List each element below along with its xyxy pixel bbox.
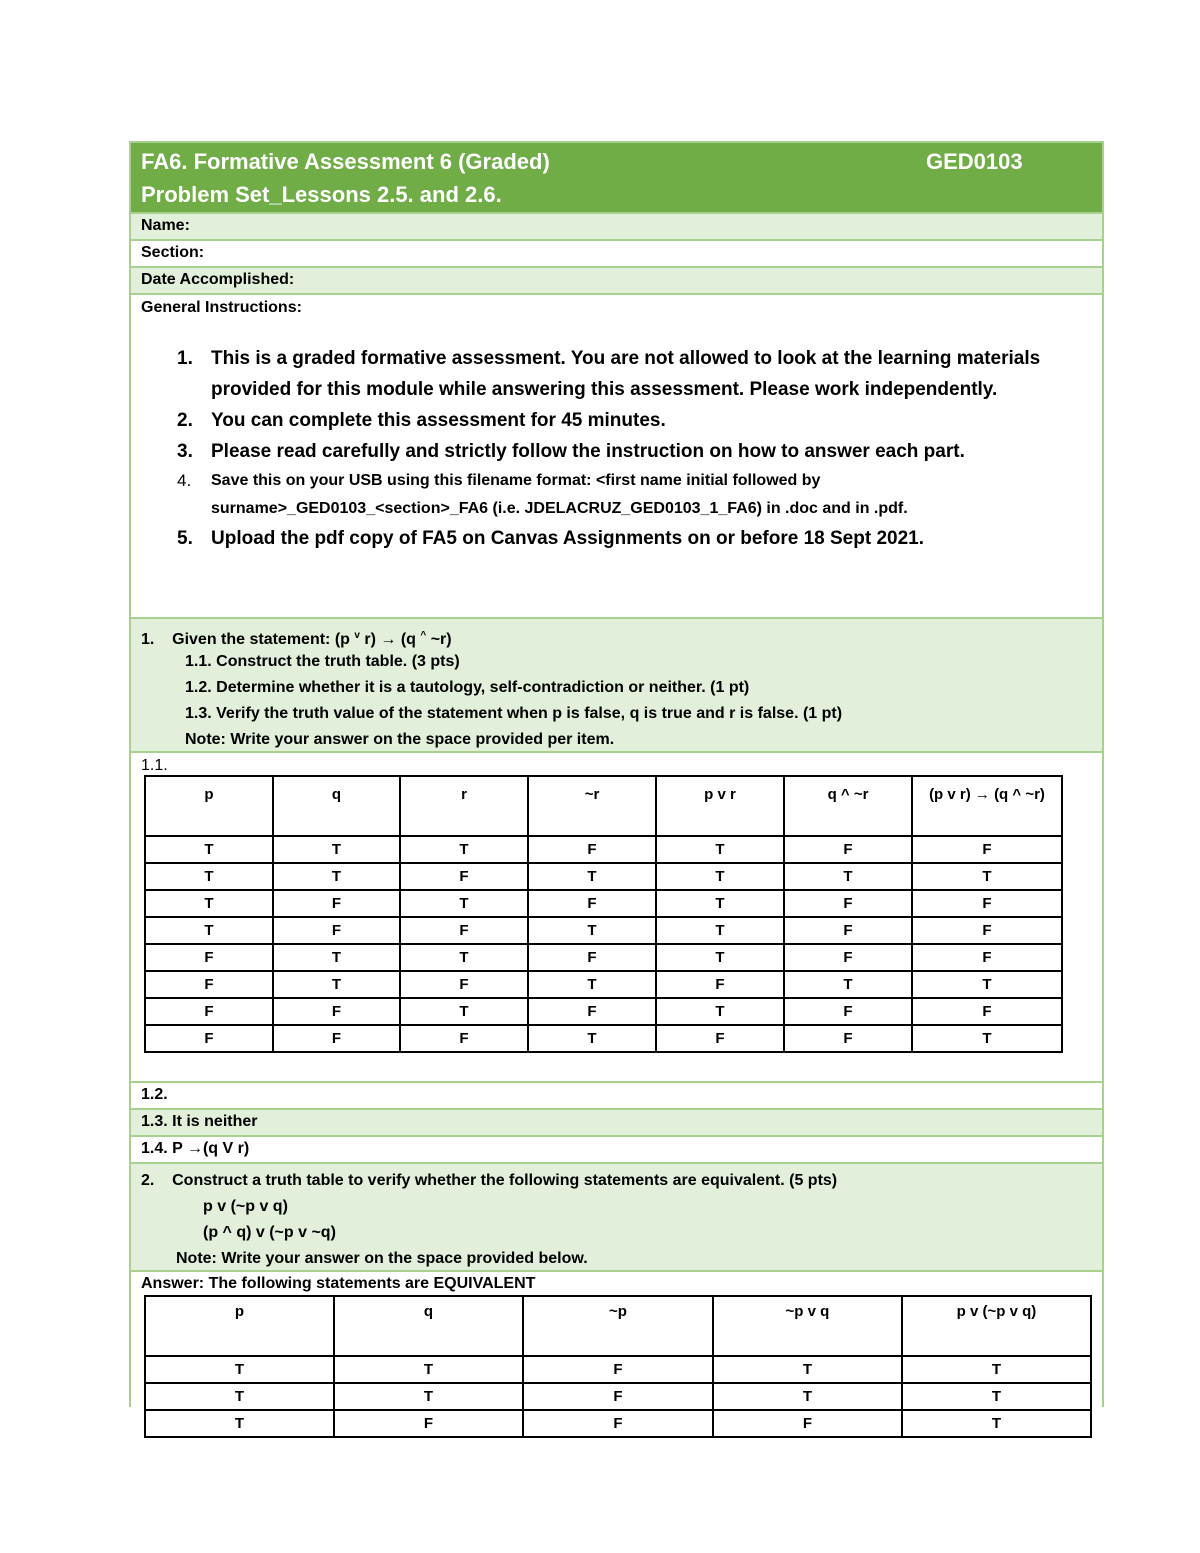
assessment-subtitle: Problem Set_Lessons 2.5. and 2.6. xyxy=(141,182,502,207)
table-cell[interactable]: T xyxy=(334,1356,523,1383)
table-row xyxy=(145,1356,1091,1383)
table-cell[interactable]: T xyxy=(902,1410,1091,1437)
table-cell[interactable]: F xyxy=(273,1025,400,1052)
table-cell[interactable]: T xyxy=(656,917,784,944)
column-header: q xyxy=(334,1296,523,1356)
name-label: Name: xyxy=(141,217,190,234)
table-cell[interactable]: F xyxy=(713,1410,902,1437)
table-row xyxy=(145,971,1062,998)
table-cell[interactable]: F xyxy=(784,917,912,944)
table-cell[interactable]: F xyxy=(528,998,656,1025)
instruction-item: 5. Upload the pdf copy of FA5 on Canvas Assignments on or before 18 Sept 2021. xyxy=(177,528,924,549)
table-cell[interactable]: F xyxy=(528,836,656,863)
column-header: ~p v q xyxy=(713,1296,902,1356)
question-2-prompt: 2. Construct a truth table to verify whether the following statements are equivalent. (5 pts) xyxy=(141,1172,838,1189)
table-cell[interactable]: F xyxy=(273,890,400,917)
date-label: Date Accomplished: xyxy=(141,271,295,288)
table-cell[interactable]: T xyxy=(273,836,400,863)
table-cell[interactable]: F xyxy=(528,890,656,917)
column-header: p v (~p v q) xyxy=(902,1296,1091,1356)
table-cell[interactable]: F xyxy=(273,998,400,1025)
answer-1-3[interactable] xyxy=(131,1108,1102,1135)
table-cell[interactable]: T xyxy=(912,863,1062,890)
table-cell[interactable]: T xyxy=(145,836,273,863)
table-cell[interactable]: T xyxy=(145,917,273,944)
table-row xyxy=(145,998,1062,1025)
assessment-title: FA6. Formative Assessment 6 (Graded) xyxy=(141,149,550,174)
table-cell[interactable]: F xyxy=(145,1025,273,1052)
table-cell[interactable]: F xyxy=(912,836,1062,863)
table-cell[interactable]: F xyxy=(912,944,1062,971)
answer-2-label: Answer: The following statements are EQUIVALENT xyxy=(141,1275,536,1292)
table-cell[interactable]: T xyxy=(400,998,528,1025)
section-label: Section: xyxy=(141,244,205,261)
question-2-note: Note: Write your answer on the space provided below. xyxy=(176,1250,588,1267)
table-cell[interactable]: T xyxy=(784,971,912,998)
table-cell[interactable]: F xyxy=(523,1383,713,1410)
general-instructions xyxy=(131,293,1102,617)
table-cell[interactable]: T xyxy=(656,998,784,1025)
table-row xyxy=(145,863,1062,890)
table-cell[interactable]: T xyxy=(656,836,784,863)
table-cell[interactable]: T xyxy=(273,863,400,890)
question-2-statement-1: p v (~p v q) xyxy=(203,1198,288,1215)
table-cell[interactable]: T xyxy=(273,971,400,998)
table-cell[interactable]: F xyxy=(784,1025,912,1052)
table-cell[interactable]: F xyxy=(400,863,528,890)
table-cell[interactable]: T xyxy=(528,1025,656,1052)
table-cell[interactable]: F xyxy=(912,998,1062,1025)
table-cell[interactable]: F xyxy=(784,890,912,917)
column-header: (p v r) → (q ^ ~r) xyxy=(912,776,1062,836)
column-header: ~r xyxy=(528,776,656,836)
table-cell[interactable]: F xyxy=(400,1025,528,1052)
question-1-2: 1.2. Determine whether it is a tautology, self-contradiction or neither. (1 pt) xyxy=(185,679,750,696)
table-cell[interactable]: T xyxy=(912,1025,1062,1052)
assessment-form xyxy=(129,141,1104,1432)
title-banner xyxy=(131,143,1102,212)
table-cell[interactable]: T xyxy=(528,863,656,890)
table-cell[interactable]: F xyxy=(784,998,912,1025)
question-1-1: 1.1. Construct the truth table. (3 pts) xyxy=(185,653,460,670)
table-cell[interactable]: T xyxy=(400,944,528,971)
column-header: p xyxy=(145,1296,334,1356)
date-field[interactable] xyxy=(131,266,1102,293)
table-cell[interactable]: F xyxy=(145,944,273,971)
column-header: p v r xyxy=(656,776,784,836)
table-cell[interactable]: F xyxy=(656,1025,784,1052)
table-cell[interactable]: T xyxy=(713,1356,902,1383)
table-cell[interactable]: T xyxy=(273,944,400,971)
table-cell[interactable]: T xyxy=(902,1356,1091,1383)
column-header: q xyxy=(273,776,400,836)
table-cell[interactable]: F xyxy=(145,971,273,998)
table-row xyxy=(145,890,1062,917)
table-header-row xyxy=(145,1296,1091,1356)
instruction-item: 4. Save this on your USB using this filename format: <first name initial followed by surname>_GED0103_<section>_FA6 (i.e. JDELACRUZ_GED0103_1_FA6) in .doc and in .pdf. xyxy=(177,471,908,517)
table-row xyxy=(145,1383,1091,1410)
question-2-statement-2: (p ^ q) v (~p v ~q) xyxy=(203,1224,336,1241)
table-cell[interactable]: T xyxy=(400,890,528,917)
answer-1-4-label: 1.4. P →(q V r) xyxy=(141,1140,250,1157)
table-cell[interactable]: F xyxy=(912,890,1062,917)
course-code: GED0103 xyxy=(926,149,1023,174)
table-cell[interactable]: F xyxy=(784,944,912,971)
truth-table-1 xyxy=(144,775,1063,1053)
question-1-prompt: 1. Given the statement: (p $^v$ r) → (q ^ ~r) xyxy=(141,630,452,648)
table-cell[interactable]: F xyxy=(784,836,912,863)
table-cell[interactable]: T xyxy=(784,863,912,890)
table-cell[interactable]: F xyxy=(145,998,273,1025)
table-cell[interactable]: T xyxy=(334,1383,523,1410)
table-cell[interactable]: F xyxy=(656,971,784,998)
answer-1-2[interactable] xyxy=(131,1081,1102,1108)
table-cell[interactable]: T xyxy=(912,971,1062,998)
name-field[interactable] xyxy=(131,212,1102,239)
truth-table-2 xyxy=(144,1295,1092,1438)
table-cell[interactable]: T xyxy=(656,944,784,971)
table-cell[interactable]: F xyxy=(400,971,528,998)
instructions-heading: General Instructions: xyxy=(141,299,302,316)
table-cell[interactable]: T xyxy=(656,863,784,890)
table-cell[interactable]: T xyxy=(145,1410,334,1437)
question-1-note: Note: Write your answer on the space provided per item. xyxy=(185,731,615,748)
table-cell[interactable]: T xyxy=(145,1383,334,1410)
table-cell[interactable]: T xyxy=(528,971,656,998)
table-cell[interactable]: T xyxy=(656,890,784,917)
table-row xyxy=(145,917,1062,944)
answer-1-4[interactable] xyxy=(131,1135,1102,1162)
table-cell[interactable]: F xyxy=(523,1356,713,1383)
table-cell[interactable]: F xyxy=(334,1410,523,1437)
table-cell[interactable]: F xyxy=(400,917,528,944)
column-header: q ^ ~r xyxy=(784,776,912,836)
table-cell[interactable]: T xyxy=(528,917,656,944)
table-cell[interactable]: F xyxy=(523,1410,713,1437)
table-row xyxy=(145,1410,1091,1437)
table-row xyxy=(145,944,1062,971)
answer-1-1-label: 1.1. xyxy=(141,757,168,774)
table-header-row xyxy=(145,776,1062,836)
table-cell[interactable]: T xyxy=(902,1383,1091,1410)
table-cell[interactable]: F xyxy=(273,917,400,944)
column-header: r xyxy=(400,776,528,836)
table-cell[interactable]: T xyxy=(145,890,273,917)
table-row xyxy=(145,1025,1062,1052)
question-2 xyxy=(131,1162,1102,1270)
instruction-item: 1. This is a graded formative assessment. You are not allowed to look at the learning materials provided for this module while answering this assessment. Please work independently. xyxy=(177,348,1041,400)
table-cell[interactable]: F xyxy=(912,917,1062,944)
answer-2[interactable] xyxy=(131,1270,1102,1450)
table-cell[interactable]: T xyxy=(400,836,528,863)
table-cell[interactable]: T xyxy=(145,863,273,890)
answer-1-1[interactable] xyxy=(131,751,1102,1081)
instructions-list xyxy=(141,343,1092,554)
table-cell[interactable]: F xyxy=(528,944,656,971)
question-1-3: 1.3. Verify the truth value of the statement when p is false, q is true and r is false. (1 pt) xyxy=(185,705,843,722)
answer-1-2-label: 1.2. xyxy=(141,1086,168,1103)
question-1 xyxy=(131,617,1102,751)
instruction-item: 3. Please read carefully and strictly follow the instruction on how to answer each part. xyxy=(177,441,965,462)
table-row xyxy=(145,836,1062,863)
answer-1-3-label: 1.3. It is neither xyxy=(141,1113,258,1130)
table-cell[interactable]: T xyxy=(145,1356,334,1383)
column-header: ~p xyxy=(523,1296,713,1356)
section-field[interactable] xyxy=(131,239,1102,266)
table-cell[interactable]: T xyxy=(713,1383,902,1410)
column-header: p xyxy=(145,776,273,836)
instruction-item: 2. You can complete this assessment for 45 minutes. xyxy=(177,410,666,431)
